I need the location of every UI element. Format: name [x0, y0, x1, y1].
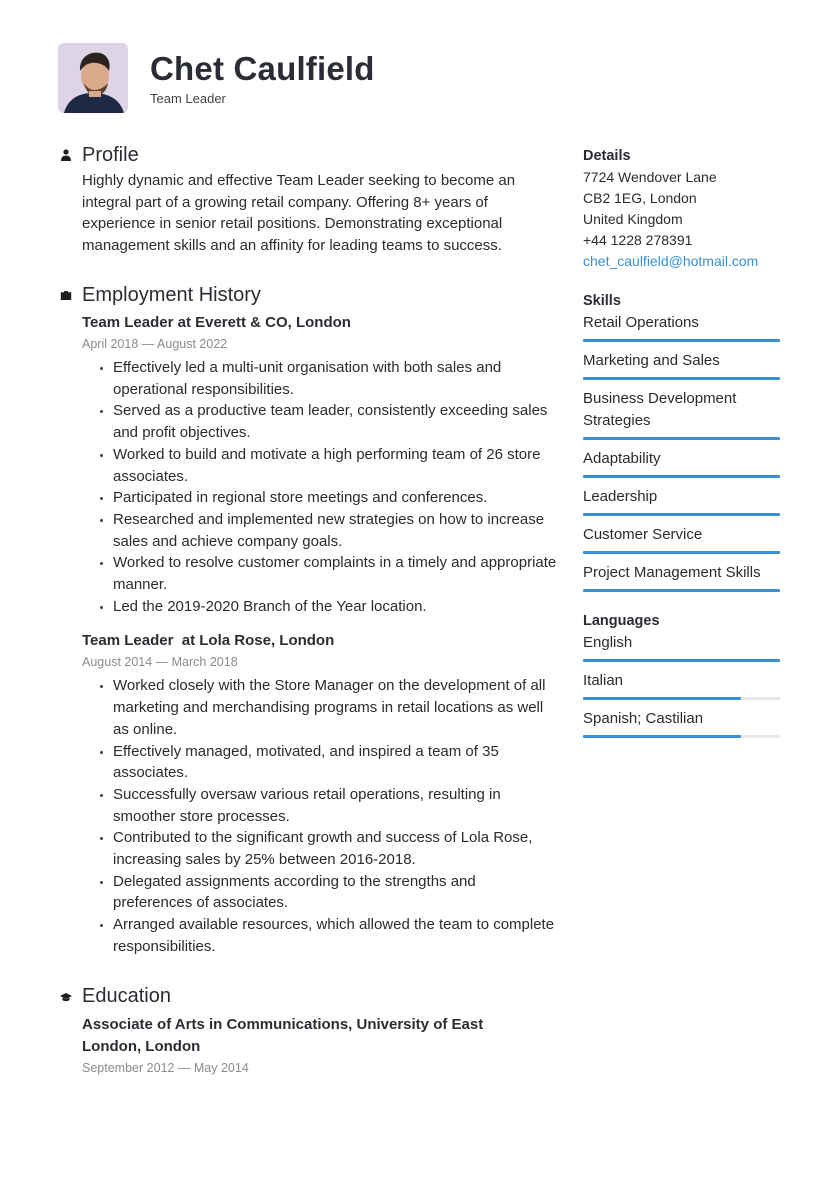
- job-bullet: Led the 2019-2020 Branch of the Year location.: [100, 596, 558, 618]
- briefcase-icon: [58, 289, 82, 301]
- skill-item: [583, 486, 780, 516]
- education-section: [58, 984, 558, 1077]
- language-level-bar: [583, 735, 780, 738]
- resume-header: [58, 43, 375, 113]
- employment-heading: [58, 282, 558, 308]
- degree-title: Associate of Arts in Communications, University of East London, London: [82, 1015, 484, 1055]
- skill-name: Project Management Skills: [583, 564, 761, 581]
- job-bullet: Worked closely with the Store Manager on the development of all marketing and merchandising programs in retail locations as well as online.: [100, 675, 558, 740]
- job-bullet: Effectively managed, motivated, and inspired a team of 35 associates.: [100, 741, 558, 784]
- sidebar-column: [583, 146, 780, 746]
- language-level-bar: [583, 659, 780, 662]
- skill-name: Business Development Strategies: [583, 390, 737, 429]
- job-bullet: Effectively led a multi-unit organisation with both sales and operational responsibilities.: [100, 357, 558, 400]
- profile-title: Profile: [82, 143, 139, 166]
- address-line-1: 7724 Wendover Lane: [583, 169, 717, 185]
- employment-title: Employment History: [82, 283, 261, 306]
- job-bullet: Served as a productive team leader, consistently exceeding sales and profit objectives.: [100, 400, 558, 443]
- job-entry: [82, 312, 558, 617]
- education-entry: [82, 1014, 558, 1077]
- employment-section: [58, 282, 558, 958]
- job-dates: April 2018 — August 2022: [82, 337, 228, 351]
- name-block: [150, 49, 375, 106]
- profile-photo-icon: [58, 43, 128, 113]
- profile-section: [58, 142, 558, 256]
- job-title: Team Leader at Lola Rose, London: [82, 632, 335, 650]
- languages-section: [583, 611, 780, 738]
- degree-dates: September 2012 — May 2014: [82, 1060, 249, 1075]
- language-item: [583, 670, 780, 700]
- education-heading: [58, 984, 558, 1010]
- job-bullet: Worked to resolve customer complaints in a timely and appropriate manner.: [100, 552, 558, 595]
- languages-title: Languages: [583, 613, 660, 629]
- job-bullet: Delegated assignments according to the strengths and preferences of associates.: [100, 871, 558, 914]
- skill-level-bar: [583, 475, 780, 478]
- skill-name: Leadership: [583, 488, 658, 505]
- skill-level-bar: [583, 377, 780, 380]
- skill-level-bar: [583, 589, 780, 592]
- language-item: [583, 632, 780, 662]
- skill-level-bar: [583, 339, 780, 342]
- job-bullets: [82, 357, 558, 617]
- language-item: [583, 708, 780, 738]
- email-link[interactable]: chet_caulfield@hotmail.com: [583, 253, 759, 269]
- skill-level-bar: [583, 437, 780, 440]
- skills-section: [583, 291, 780, 592]
- person-icon: [58, 149, 82, 161]
- job-bullet: Researched and implemented new strategies on how to increase sales and achieve company goals.: [100, 509, 558, 552]
- graduation-cap-icon: [58, 991, 82, 1003]
- job-bullet: Arranged available resources, which allowed the team to complete responsibilities.: [100, 914, 558, 957]
- skill-name: Marketing and Sales: [583, 352, 720, 369]
- skill-item: [583, 562, 780, 592]
- profile-summary: Highly dynamic and effective Team Leader seeking to become an integral part of a growing retail company. Offering 8+ years of experience in senior retail positions. Demonstrating exceptional management skills and an affinity for leading teams to success.: [82, 172, 516, 254]
- profile-heading: [58, 142, 558, 168]
- skill-name: Customer Service: [583, 526, 703, 543]
- skill-name: Retail Operations: [583, 314, 699, 331]
- education-title: Education: [82, 985, 171, 1008]
- skill-name: Adaptability: [583, 450, 661, 467]
- job-entry: [82, 630, 558, 957]
- address-line-2: CB2 1EG, London: [583, 190, 697, 206]
- job-bullet: Contributed to the significant growth and success of Lola Rose, increasing sales by 25% between 2016-2018.: [100, 827, 558, 870]
- job-bullet: Participated in regional store meetings and conferences.: [100, 487, 558, 509]
- skill-level-bar: [583, 513, 780, 516]
- avatar: [58, 43, 128, 113]
- job-dates: August 2014 — March 2018: [82, 655, 238, 670]
- candidate-job-title: Team Leader: [150, 91, 226, 106]
- language-name: Italian: [583, 672, 624, 689]
- skill-item: [583, 312, 780, 342]
- candidate-name: Chet Caulfield: [150, 50, 375, 87]
- skill-item: [583, 350, 780, 380]
- main-column: [58, 142, 558, 1077]
- language-name: English: [583, 634, 633, 651]
- details-title: Details: [583, 148, 631, 164]
- language-level-bar: [583, 697, 780, 700]
- job-title: Team Leader at Everett & CO, London: [82, 314, 351, 331]
- job-bullet: Worked to build and motivate a high performing team of 26 store associates.: [100, 444, 558, 487]
- skill-item: [583, 524, 780, 554]
- details-section: [583, 146, 780, 272]
- skills-title: Skills: [583, 293, 621, 309]
- skill-level-bar: [583, 551, 780, 554]
- skill-item: [583, 388, 780, 440]
- phone: +44 1228 278391: [583, 232, 693, 248]
- skill-item: [583, 448, 780, 478]
- job-bullet: Successfully oversaw various retail operations, resulting in smoother store processes.: [100, 784, 558, 827]
- country: United Kingdom: [583, 211, 683, 227]
- language-name: Spanish; Castilian: [583, 710, 704, 727]
- job-bullets: [82, 675, 558, 957]
